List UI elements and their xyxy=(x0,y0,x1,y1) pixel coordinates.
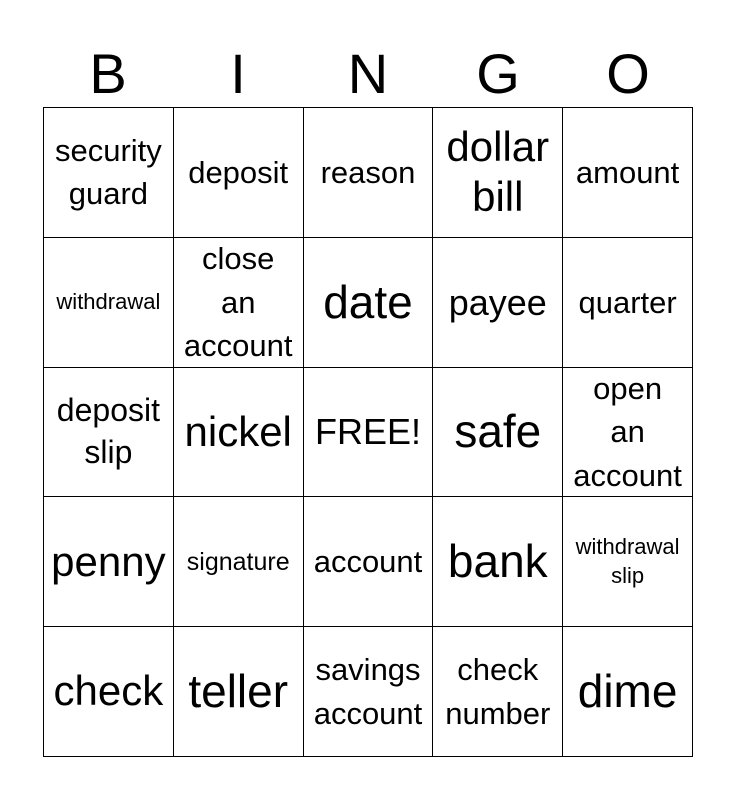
bingo-cell[interactable] xyxy=(563,368,693,498)
cell-label: security guard xyxy=(54,133,162,212)
bingo-cell[interactable] xyxy=(44,497,174,627)
cell-label: reason xyxy=(320,154,416,190)
cell-label: teller xyxy=(188,665,289,717)
bingo-cell[interactable] xyxy=(174,368,304,498)
cell-label: quarter xyxy=(578,284,677,320)
bingo-cell[interactable] xyxy=(174,497,304,627)
bingo-cell[interactable] xyxy=(304,108,434,238)
bingo-cell[interactable] xyxy=(174,108,304,238)
bingo-cell[interactable] xyxy=(433,627,563,757)
cell-label: withdrawal xyxy=(56,288,161,314)
bingo-cell[interactable] xyxy=(174,238,304,368)
bingo-cell[interactable] xyxy=(433,238,563,368)
bingo-header xyxy=(43,40,693,108)
bingo-cell[interactable] xyxy=(433,368,563,498)
cell-label: nickel xyxy=(184,407,292,455)
bingo-cell[interactable] xyxy=(44,238,174,368)
header-letter-b: B xyxy=(89,42,127,105)
cell-label: savings account xyxy=(313,652,423,731)
bingo-cell[interactable] xyxy=(433,108,563,238)
bingo-cell[interactable] xyxy=(563,108,693,238)
bingo-cell[interactable] xyxy=(563,497,693,627)
bingo-cell[interactable] xyxy=(304,627,434,757)
header-letter-o: O xyxy=(606,42,650,105)
cell-label: dollar bill xyxy=(446,123,550,221)
cell-label: penny xyxy=(51,537,166,585)
cell-label: check xyxy=(53,667,164,715)
cell-label: signature xyxy=(186,547,290,576)
cell-label: account xyxy=(313,544,423,580)
bingo-cell[interactable] xyxy=(304,497,434,627)
cell-label: check number xyxy=(445,652,551,731)
free-space-cell[interactable] xyxy=(304,368,434,498)
cell-label: deposit slip xyxy=(56,392,160,470)
bingo-cell[interactable] xyxy=(44,108,174,238)
bingo-cell[interactable] xyxy=(563,627,693,757)
free-space-label: FREE! xyxy=(314,411,421,453)
bingo-cell[interactable] xyxy=(304,238,434,368)
cell-label: dime xyxy=(577,665,678,717)
cell-label: deposit xyxy=(188,154,289,190)
cell-label: close an account xyxy=(183,241,293,363)
bingo-cell[interactable] xyxy=(44,627,174,757)
bingo-cell[interactable] xyxy=(44,368,174,498)
cell-label: withdrawal slip xyxy=(575,534,680,588)
cell-label: payee xyxy=(448,281,547,323)
header-letter-n: N xyxy=(347,42,389,105)
header-letter-g: G xyxy=(476,42,520,105)
bingo-cell[interactable] xyxy=(174,627,304,757)
cell-label: safe xyxy=(454,405,542,458)
cell-label: date xyxy=(323,275,413,328)
bingo-board xyxy=(43,107,693,757)
cell-label: bank xyxy=(447,535,548,588)
cell-label: amount xyxy=(575,154,680,190)
cell-label: open an account xyxy=(573,370,682,493)
bingo-cell[interactable] xyxy=(563,238,693,368)
bingo-cell[interactable] xyxy=(433,497,563,627)
header-letter-i: I xyxy=(230,42,246,105)
